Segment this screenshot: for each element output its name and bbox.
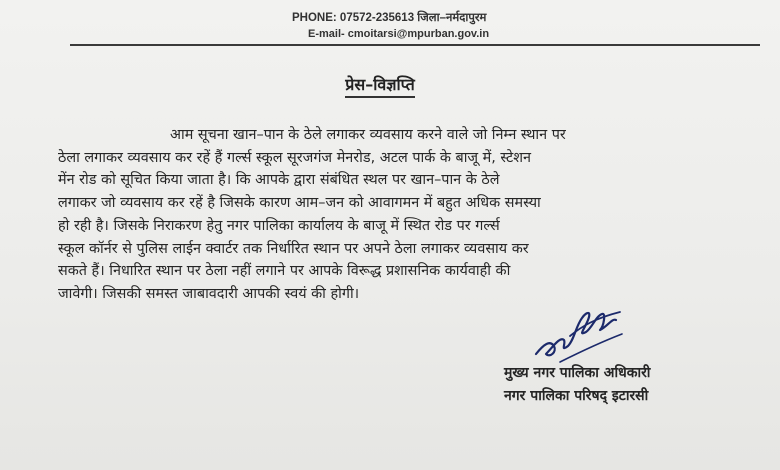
signatory-designation: मुख्य नगर पालिका अधिकारी bbox=[504, 365, 651, 381]
body-line: हो रही है। जिसके निराकरण हेतु नगर पालिका कार्यालय के बाजू में स्थित रोड पर गर्ल्स bbox=[58, 217, 500, 234]
body-line: मेंन रोड को सूचित किया जाता है। कि आपके द्वारा संबंधित स्थल पर खान–पान के ठेले bbox=[58, 172, 500, 189]
notice-body bbox=[58, 124, 706, 306]
letterhead-divider bbox=[70, 44, 760, 46]
body-line: लगाकर जो व्यवसाय कर रहें है जिसके कारण आम–जन को आवागमन में बहुत अधिक समस्या bbox=[58, 195, 541, 212]
body-line: ठेला लगाकर व्यवसाय कर रहें हैं गर्ल्स स्कूल सूरजगंज मेनरोड, अटल पार्क के बाजू में, स्टेशन bbox=[58, 149, 532, 166]
document-title-text: प्रेस–विज्ञप्ति bbox=[345, 75, 414, 98]
phone-district-line: PHONE: 07572-235613 जिला–नर्मदापुरम bbox=[292, 12, 487, 24]
body-line: सकते हैं। निधारित स्थान पर ठेला नहीं लगाने पर आपके विरूद्ध प्रशासनिक कार्यवाही की bbox=[58, 263, 511, 280]
signatory-block bbox=[504, 362, 650, 408]
body-line: स्कूल कॉर्नर से पुलिस लाईन क्वार्टर तक निर्धारित स्थान पर अपने ठेला लगाकर व्यवसाय कर bbox=[58, 240, 529, 257]
body-line: आम सूचना खान–पान के ठेले लगाकर व्यवसाय करने वाले जो निम्न स्थान पर bbox=[170, 127, 566, 143]
signatory-office: नगर पालिका परिषद् इटारसी bbox=[504, 388, 649, 404]
document-title bbox=[0, 73, 760, 95]
email-line: E-mail- cmoitarsi@mpurban.gov.in bbox=[308, 28, 490, 40]
body-line: जावेगी। जिसकी समस्त जाबावदारी आपकी स्वयं की होगी। bbox=[58, 285, 360, 302]
handwritten-signature bbox=[530, 296, 630, 366]
